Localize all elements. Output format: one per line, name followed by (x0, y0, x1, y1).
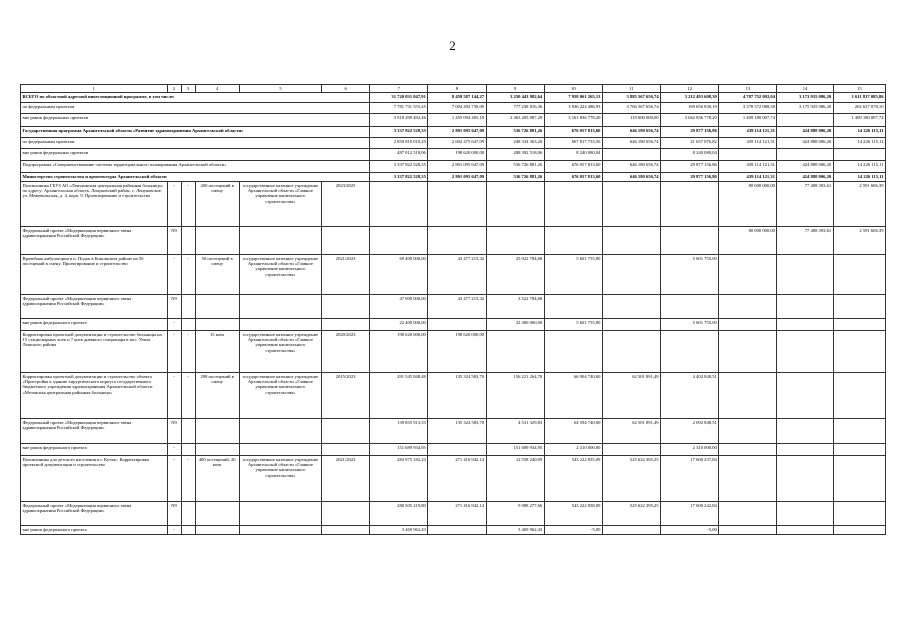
column-number: 15 (833, 85, 885, 93)
amount-cell: 47 000 000,00 (370, 295, 428, 319)
amount-cell: 14 226 115,11 (833, 127, 885, 138)
amount-cell: 198 620 000,00 (370, 331, 428, 373)
attribute-cell (195, 319, 239, 331)
amount-cell: 676 057 813,60 (544, 161, 602, 173)
amount-cell (544, 331, 602, 373)
attribute-cell (322, 419, 370, 444)
attribute-cell (181, 319, 195, 331)
amount-cell: 135 324 583,70 (428, 373, 486, 419)
table-row (21, 419, 886, 444)
row-label: Федеральный проект «Модернизация первичного звена здравоохранения Российской Федерации» (21, 227, 168, 255)
amount-cell (777, 331, 833, 373)
amount-cell: 1 409 180 007,74 (719, 114, 777, 127)
amount-cell: 2 801 095 647,09 (428, 127, 486, 138)
amount-cell (719, 295, 777, 319)
attribute-cell (322, 295, 370, 319)
amount-cell (777, 456, 833, 502)
amount-cell: 17 600 242,84 (661, 502, 719, 526)
amount-cell (833, 319, 885, 331)
table-row (21, 227, 886, 255)
attribute-cell (239, 419, 321, 444)
attribute-cell: N9 (167, 419, 181, 444)
amount-cell: 80 000 000,00 (719, 227, 777, 255)
amount-cell: 543 222 838,09 (544, 502, 602, 526)
table-row (21, 149, 886, 161)
row-label: по федеральным проектам (21, 103, 370, 114)
amount-cell: 198 620 000,00 (428, 331, 486, 373)
row-label: вне рамок федерального проекта (21, 319, 168, 331)
column-number: 3 (181, 85, 195, 93)
attribute-cell (181, 419, 195, 444)
amount-cell: 676 057 813,60 (544, 127, 602, 138)
attribute-cell (239, 319, 321, 331)
column-number: 10 (544, 85, 602, 93)
amount-cell: 2 310 000,00 (661, 444, 719, 456)
amount-cell (833, 526, 885, 535)
attribute-cell (322, 502, 370, 526)
amount-cell (602, 331, 660, 373)
amount-cell: 2 092 848,51 (661, 419, 719, 444)
attribute-cell (195, 502, 239, 526)
amount-cell: 525 622 395,25 (602, 456, 660, 502)
amount-cell: 2 591 606,39 (833, 227, 885, 255)
amount-cell: 424 888 006,20 (777, 173, 833, 182)
amount-cell: 439 114 121,31 (719, 161, 777, 173)
amount-cell (602, 255, 660, 295)
attribute-cell (181, 502, 195, 526)
amount-cell (833, 456, 885, 502)
amount-cell: 3 469 962,43 (486, 526, 544, 535)
amount-cell (833, 255, 885, 295)
attribute-cell: 2015/2023 (322, 373, 370, 419)
table-row (21, 161, 886, 173)
column-number: 7 (370, 85, 428, 93)
attribute-cell: 2021/2023 (322, 255, 370, 295)
amount-cell (777, 373, 833, 419)
row-label: ВСЕГО по областной адресной инвестиционной программе, в том числе: (21, 93, 370, 103)
table-row (21, 295, 886, 319)
amount-cell: 646 180 656,74 (602, 173, 660, 182)
amount-cell: 3 042 836 778,20 (661, 114, 719, 127)
amount-cell: 3 161 836 778,20 (544, 114, 602, 127)
amount-cell (602, 227, 660, 255)
amount-cell: 135 324 583,70 (428, 419, 486, 444)
attribute-cell (322, 227, 370, 255)
amount-cell: 543 222 835,09 (544, 456, 602, 502)
attribute-cell (181, 526, 195, 535)
amount-cell: 62 501 891,49 (602, 373, 660, 419)
amount-cell (833, 149, 885, 161)
amount-cell: 424 888 006,20 (777, 138, 833, 149)
amount-cell: 3 173 935 086,20 (777, 93, 833, 103)
amount-cell (661, 331, 719, 373)
amount-cell: 7 004 492 739,09 (428, 103, 486, 114)
amount-cell: 3 175 935 086,20 (777, 103, 833, 114)
amount-cell: 3 936 224 486,93 (544, 103, 602, 114)
amount-cell: 5 601 755,00 (661, 319, 719, 331)
amount-cell: 536 726 881,26 (486, 161, 544, 173)
amount-cell: 536 726 881,26 (486, 127, 544, 138)
amount-cell: 5 601 755,00 (661, 255, 719, 295)
column-number: 8 (428, 85, 486, 93)
attribute-cell: - (167, 373, 181, 419)
column-number: 11 (602, 85, 660, 93)
amount-cell: 151 689 934,95 (486, 444, 544, 456)
amount-cell: 525 622 395,25 (602, 502, 660, 526)
amount-cell (719, 444, 777, 456)
amount-cell: 21 637 076,82 (661, 138, 719, 149)
amount-cell: 29 877 156,86 (661, 161, 719, 173)
amount-cell: 1 611 817 085,86 (833, 93, 885, 103)
amount-cell (719, 502, 777, 526)
attribute-cell: - (167, 255, 181, 295)
row-label: Поликлиника для детского населения в г. Котлас. Корректировка проектной документации и строительство (21, 456, 168, 502)
amount-cell: 676 057 813,60 (544, 173, 602, 182)
amount-cell: 283 975 182,23 (370, 456, 428, 502)
amount-cell (486, 182, 544, 227)
table-row (21, 93, 886, 103)
amount-cell: 4 531 329,83 (486, 419, 544, 444)
table-row (21, 456, 886, 502)
amount-cell: 646 180 656,74 (602, 161, 660, 173)
amount-cell: 25 922 784,68 (486, 255, 544, 295)
attribute-cell: - (181, 182, 195, 227)
amount-cell (602, 295, 660, 319)
amount-cell: 29 877 156,86 (661, 127, 719, 138)
attribute-cell: государственное казенное учреждение Архангельской области «Главное управление капитального строительства» (239, 182, 321, 227)
row-label: по федеральным проектам (21, 138, 370, 149)
amount-cell: 2 801 095 647,09 (428, 173, 486, 182)
amount-cell (370, 182, 428, 227)
amount-cell (428, 227, 486, 255)
amount-cell: 5 601 755,00 (544, 255, 602, 295)
attribute-cell: 200 посещений в смену (195, 182, 239, 227)
row-label: Врачебная амбулатория в п. Подок в Коношском районе на 50 посещений в смену. Проектирование и строительство (21, 255, 168, 295)
amount-cell: 1 455 094 405,18 (428, 114, 486, 127)
row-label: Государственная программа Архангельской области «Развитие здравоохранения Архангельской области» (21, 127, 370, 138)
amount-cell (777, 444, 833, 456)
amount-cell (777, 502, 833, 526)
amount-cell: 487 012 518,06 (370, 149, 428, 161)
amount-cell: 14 226 115,11 (833, 161, 885, 173)
attribute-cell (181, 295, 195, 319)
amount-cell: 5 601 755,00 (544, 319, 602, 331)
column-number: 14 (777, 85, 833, 93)
attribute-cell (322, 444, 370, 456)
attribute-cell (195, 419, 239, 444)
amount-cell: 22 400 000,00 (370, 319, 428, 331)
row-label: вне рамок федеральных проектов (21, 149, 370, 161)
amount-cell: 2 801 095 647,09 (428, 161, 486, 173)
amount-cell (719, 149, 777, 161)
amount-cell: 29 877 156,86 (661, 173, 719, 182)
amount-cell: 80 000 000,00 (719, 182, 777, 227)
attribute-cell: 298 посещений в смену (195, 373, 239, 419)
table-row (21, 173, 886, 182)
amount-cell: 17 600 237,84 (661, 456, 719, 502)
amount-cell: 439 114 121,31 (719, 127, 777, 138)
amount-cell (719, 419, 777, 444)
amount-cell: 2 310 000,00 (544, 444, 602, 456)
amount-cell: 424 888 006,20 (777, 161, 833, 173)
amount-cell: 439 114 121,31 (719, 138, 777, 149)
amount-cell: -5,00 (661, 526, 719, 535)
table-row (21, 526, 886, 535)
attribute-cell: N9 (167, 502, 181, 526)
amount-cell: 9 088 277,66 (486, 502, 544, 526)
attribute-cell: 2021/2023 (322, 456, 370, 502)
amount-cell: 646 180 656,74 (602, 127, 660, 138)
row-label: Федеральный проект «Модернизация первичного звена здравоохранения Российской Федерации» (21, 419, 168, 444)
attribute-cell: N9 (167, 227, 181, 255)
amount-cell: 777 238 816,36 (486, 103, 544, 114)
attribute-cell: N9 (167, 295, 181, 319)
amount-cell (486, 227, 544, 255)
amount-cell: 8 459 587 144,27 (428, 93, 486, 103)
row-label: вне рамок федерального проекта (21, 444, 168, 456)
attribute-cell: государственное казенное учреждение Архангельской области «Главное управление капитального строительства» (239, 456, 321, 502)
amount-cell: 169 656 830,19 (661, 103, 719, 114)
row-label: Корректировка проектной документации и строительство больницы на 15 стационарных коек и 7 коек дневного стационара в пос. Уемье Лешского района (21, 331, 168, 373)
amount-cell (428, 444, 486, 456)
amount-cell: 2 850 810 010,29 (370, 138, 428, 149)
attribute-cell: - (181, 255, 195, 295)
column-number: 5 (239, 85, 321, 93)
amount-cell: 3 766 567 656,74 (602, 103, 660, 114)
column-number: 12 (661, 85, 719, 93)
amount-cell: 8 240 080,04 (661, 149, 719, 161)
amount-cell: 3 337 822 528,35 (370, 127, 428, 138)
amount-cell: 139 855 913,53 (370, 419, 428, 444)
amount-cell: 536 726 881,26 (486, 173, 544, 182)
attribute-cell (195, 227, 239, 255)
amount-cell (833, 502, 885, 526)
attribute-cell (195, 295, 239, 319)
column-number: 1 (21, 85, 168, 93)
table-row (21, 373, 886, 419)
amount-cell: 3 212 493 608,39 (661, 93, 719, 103)
amount-cell: 43 477 215,32 (428, 255, 486, 295)
amount-cell: 3 918 299 492,46 (370, 114, 428, 127)
amount-cell (719, 373, 777, 419)
amount-cell: 1 409 180 007,74 (833, 114, 885, 127)
attribute-cell (239, 444, 321, 456)
table-row (21, 138, 886, 149)
amount-cell (777, 419, 833, 444)
amount-cell (777, 295, 833, 319)
column-number: 4 (195, 85, 239, 93)
amount-cell (661, 295, 719, 319)
amount-cell: 3 378 572 088,30 (719, 103, 777, 114)
amount-cell: 2 463 205 087,28 (486, 114, 544, 127)
column-number: 6 (322, 85, 370, 93)
amount-cell: 667 817 733,56 (544, 138, 602, 149)
header-row (21, 85, 886, 93)
amount-cell: 4 787 752 092,04 (719, 93, 777, 103)
amount-cell (833, 373, 885, 419)
amount-cell (602, 182, 660, 227)
amount-cell (544, 295, 602, 319)
amount-cell (719, 255, 777, 295)
attribute-cell (239, 526, 321, 535)
amount-cell: 3 469 962,43 (370, 526, 428, 535)
amount-cell (777, 149, 833, 161)
amount-cell (833, 295, 885, 319)
amount-cell: 280 505 219,80 (370, 502, 428, 526)
amount-cell (833, 444, 885, 456)
amount-cell: 43 477 215,32 (428, 295, 486, 319)
amount-cell (370, 227, 428, 255)
table-row (21, 127, 886, 138)
table-row (21, 444, 886, 456)
amount-cell: 12 558 240,09 (486, 456, 544, 502)
attribute-cell: - (181, 331, 195, 373)
amount-cell: 271 416 942,14 (428, 502, 486, 526)
attribute-cell: государственное казенное учреждение Архангельской области «Главное управление капитального строительства» (239, 331, 321, 373)
amount-cell: -5,00 (544, 526, 602, 535)
amount-cell: 66 904 740,00 (544, 373, 602, 419)
amount-cell: 248 334 363,20 (486, 138, 544, 149)
amount-cell (777, 526, 833, 535)
amount-cell: 64 594 740,00 (544, 419, 602, 444)
attribute-cell: - (181, 456, 195, 502)
row-label: вне рамок федерального проекта (21, 526, 168, 535)
table-row (21, 182, 886, 227)
amount-cell: 646 180 656,74 (602, 138, 660, 149)
row-label: Федеральный проект «Модернизация первичного звена здравоохранения Российской Федерации» (21, 295, 168, 319)
amount-cell: 424 888 006,20 (777, 127, 833, 138)
column-number: 9 (486, 85, 544, 93)
amount-cell: 198 620 000,00 (428, 149, 486, 161)
amount-cell (719, 456, 777, 502)
amount-cell: 3 250 443 982,64 (486, 93, 544, 103)
amount-cell (719, 526, 777, 535)
amount-cell: 288 392 518,06 (486, 149, 544, 161)
amount-cell: 8 240 080,04 (544, 149, 602, 161)
attribute-cell (239, 295, 321, 319)
amount-cell: 7 958 061 265,13 (544, 93, 602, 103)
amount-cell: 4 402 848,51 (661, 373, 719, 419)
attribute-cell (181, 227, 195, 255)
amount-cell (777, 319, 833, 331)
amount-cell (602, 149, 660, 161)
amount-cell: 14 226 115,11 (833, 138, 885, 149)
attribute-cell (322, 319, 370, 331)
attribute-cell: - (167, 526, 181, 535)
row-label: Федеральный проект «Модернизация первичного звена здравоохранения Российской Федерации» (21, 502, 168, 526)
amount-cell (602, 319, 660, 331)
amount-cell (777, 114, 833, 127)
amount-cell (833, 419, 885, 444)
amount-cell: 271 416 942,14 (428, 456, 486, 502)
amount-cell (544, 182, 602, 227)
attribute-cell (195, 444, 239, 456)
amount-cell (777, 255, 833, 295)
row-label: Поликлиника ГБУЗ АО «Ленуковская центральная районная больница» по адресу: Архангельская область, Ленуковский район, с. Ленуковское, ул. Межевольская, д. 4, корп. 9. Проектирование и строительство (21, 182, 168, 227)
amount-cell (661, 227, 719, 255)
attribute-cell: - (167, 444, 181, 456)
attribute-cell: - (181, 373, 195, 419)
amount-cell: 31 720 031 047,91 (370, 93, 428, 103)
amount-cell (833, 331, 885, 373)
amount-cell: 69 400 000,00 (370, 255, 428, 295)
row-label: Корректировка проектной документации и строительство объекта «Пристройка к зданию хирургического корпуса государственного бюджетного учреждения здравоохранения Архангельской области «Мезенская центральная районная больница» (21, 373, 168, 419)
amount-cell (428, 319, 486, 331)
amount-cell: 77 408 393,61 (777, 227, 833, 255)
attribute-cell (195, 526, 239, 535)
amount-cell (602, 444, 660, 456)
row-label: Министерство строительства и архитектуры Архангельской области (21, 173, 370, 182)
amount-cell (602, 526, 660, 535)
table-row (21, 114, 886, 127)
attribute-cell (239, 227, 321, 255)
amount-cell: 77 408 393,61 (777, 182, 833, 227)
amount-cell: 156 221 264,78 (486, 373, 544, 419)
amount-cell (428, 182, 486, 227)
table-row (21, 255, 886, 295)
attribute-cell: государственное казенное учреждение Архангельской области «Главное управление капитального строительства» (239, 373, 321, 419)
amount-cell (719, 331, 777, 373)
attribute-cell: - (167, 319, 181, 331)
attribute-cell: 50 посещений в смену (195, 255, 239, 295)
row-label: вне рамок федеральных проектов (21, 114, 370, 127)
amount-cell: 119 000 000,00 (602, 114, 660, 127)
attribute-cell: - (167, 182, 181, 227)
amount-cell: 62 501 891,49 (602, 419, 660, 444)
amount-cell: 2 591 606,39 (833, 182, 885, 227)
table-row (21, 319, 886, 331)
attribute-cell: 2023/2025 (322, 182, 370, 227)
amount-cell: 202 637 078,10 (833, 103, 885, 114)
table-row (21, 103, 886, 114)
column-number: 13 (719, 85, 777, 93)
amount-cell (719, 319, 777, 331)
amount-cell: 22 400 000,00 (486, 319, 544, 331)
amount-cell (661, 182, 719, 227)
amount-cell (486, 331, 544, 373)
amount-cell: 439 114 121,31 (719, 173, 777, 182)
amount-cell: 7 781 731 555,45 (370, 103, 428, 114)
column-number: 2 (167, 85, 181, 93)
attribute-cell (181, 444, 195, 456)
amount-cell: 2 602 475 647,09 (428, 138, 486, 149)
attribute-cell: - (167, 456, 181, 502)
amount-cell: 3 885 567 656,74 (602, 93, 660, 103)
table-row (21, 331, 886, 373)
row-label: Подпрограмма «Совершенствование системы территориального планирования Архангельской области» (21, 161, 370, 173)
attribute-cell: - (167, 331, 181, 373)
attribute-cell (239, 502, 321, 526)
attribute-cell: государственное казенное учреждение Архангельской области «Главное управление капитального строительства» (239, 255, 321, 295)
attribute-cell: 400 посещений, 20 коек (195, 456, 239, 502)
page-number: 2 (449, 38, 456, 53)
amount-cell (428, 526, 486, 535)
table-row (21, 502, 886, 526)
amount-cell: 3 337 822 528,35 (370, 173, 428, 182)
attribute-cell (322, 526, 370, 535)
amount-cell: 3 337 822 528,35 (370, 161, 428, 173)
investment-program-table (20, 84, 886, 535)
amount-cell: 3 522 784,68 (486, 295, 544, 319)
amount-cell: 291 545 848,48 (370, 373, 428, 419)
amount-cell: 14 226 115,11 (833, 173, 885, 182)
attribute-cell: 2020/2023 (322, 331, 370, 373)
attribute-cell: 15 коек (195, 331, 239, 373)
amount-cell: 151 689 934,95 (370, 444, 428, 456)
amount-cell (544, 227, 602, 255)
